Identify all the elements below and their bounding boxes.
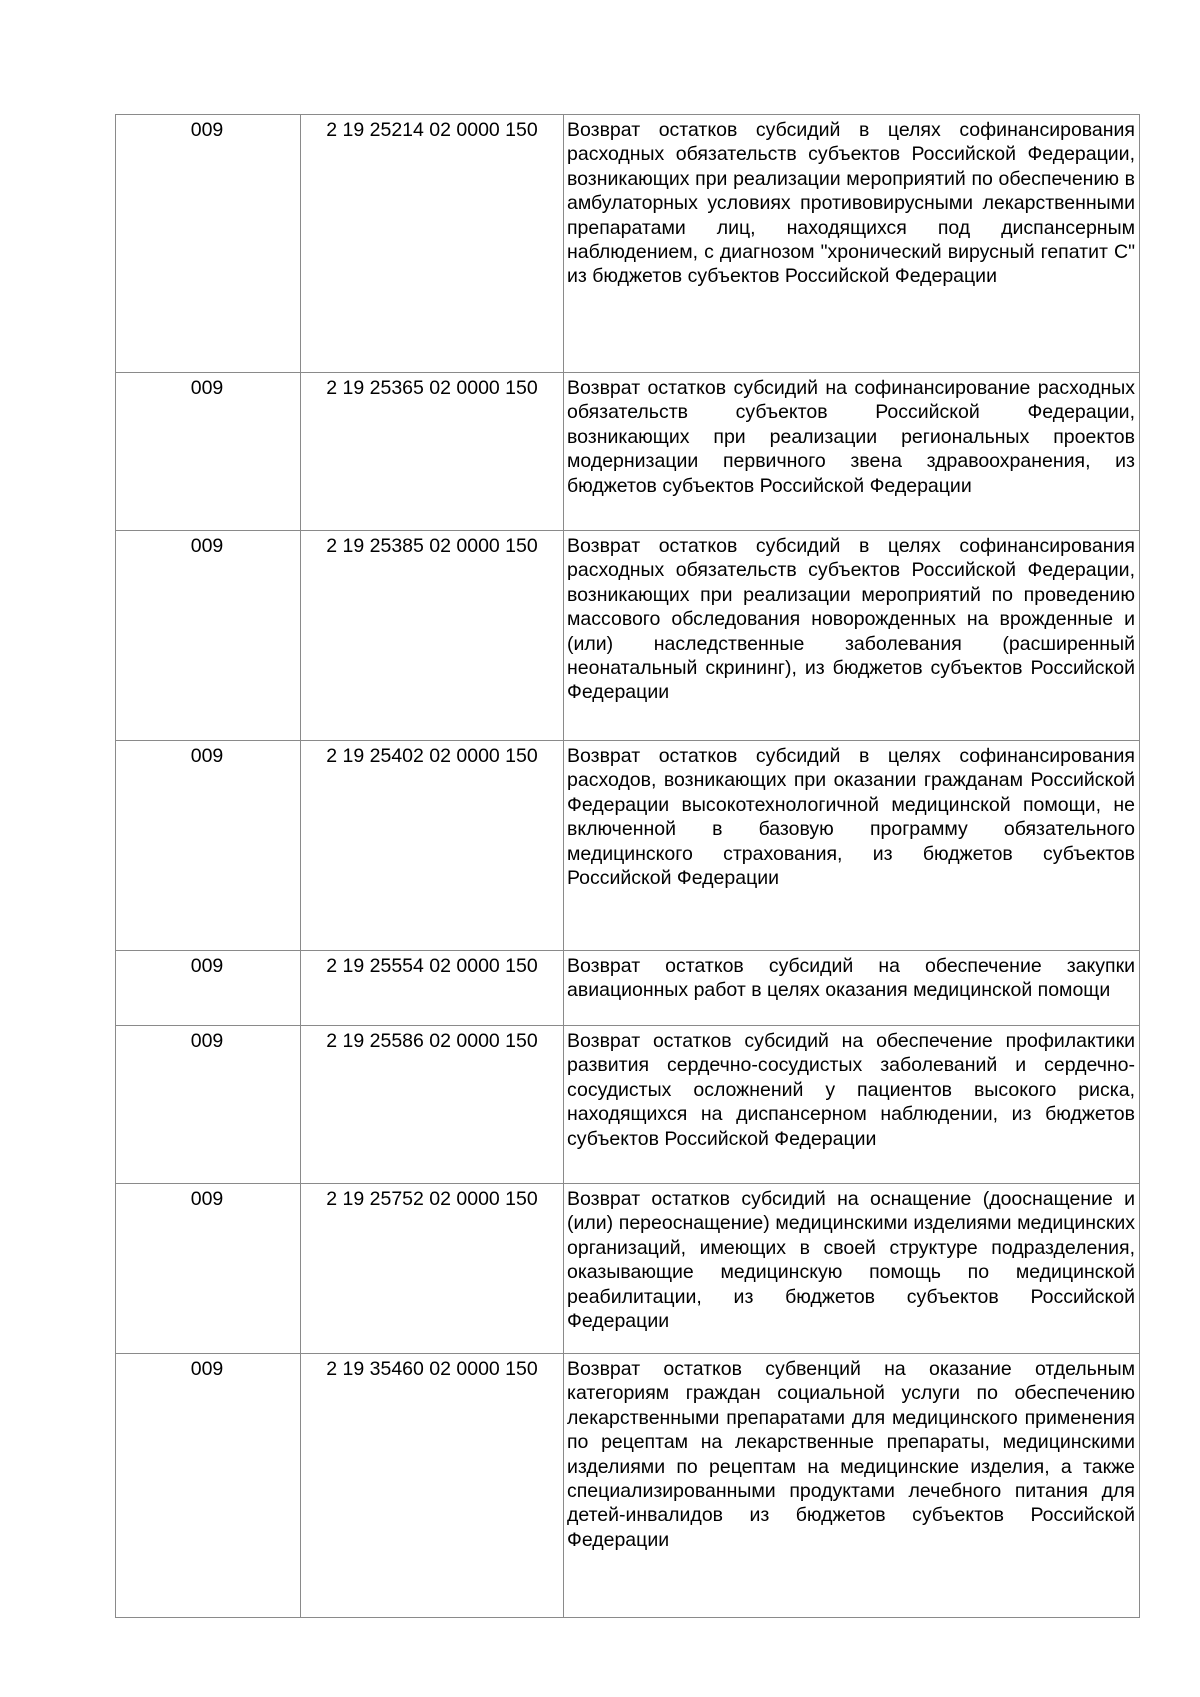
admin-code-cell: 009 — [116, 115, 301, 373]
table-row — [116, 741, 1140, 951]
admin-code-cell: 009 — [116, 531, 301, 741]
description-cell: Возврат остатков субсидий на оснащение (дооснащение и (или) переоснащение) медицинскими изделиями медицинских организаций, имеющих в своей структуре подразделения, оказывающие медицинскую помощь по медицинской реабилитации, из бюджетов субъектов Российской Федерации — [564, 1184, 1140, 1354]
budget-classification-table — [115, 114, 1140, 1618]
budget-code-cell: 2 19 35460 02 0000 150 — [301, 1354, 564, 1618]
budget-code-cell: 2 19 25365 02 0000 150 — [301, 373, 564, 531]
description-cell: Возврат остатков субвенций на оказание отдельным категориям граждан социальной услуги по обеспечению лекарственными препаратами для медицинского применения по рецептам на лекарственные препараты, медицинскими изделиями по рецептам на медицинские изделия, а также специализированными продуктами лечебного питания для детей-инвалидов из бюджетов субъектов Российской Федерации — [564, 1354, 1140, 1618]
table-row — [116, 1026, 1140, 1184]
table-row — [116, 1184, 1140, 1354]
admin-code-cell: 009 — [116, 951, 301, 1026]
description-cell: Возврат остатков субсидий в целях софинансирования расходных обязательств субъектов Российской Федерации, возникающих при реализации мероприятий по проведению массового обследования новорожденных на врожденные и (или) наследственные заболевания (расширенный неонатальный скрининг), из бюджетов субъектов Российской Федерации — [564, 531, 1140, 741]
budget-code-cell: 2 19 25752 02 0000 150 — [301, 1184, 564, 1354]
budget-code-cell: 2 19 25385 02 0000 150 — [301, 531, 564, 741]
table-row — [116, 1354, 1140, 1618]
description-cell: Возврат остатков субсидий в целях софинансирования расходных обязательств субъектов Российской Федерации, возникающих при реализации мероприятий по обеспечению в амбулаторных условиях противовирусными лекарственными препаратами лиц, находящихся под диспансерным наблюдением, с диагнозом "хронический вирусный гепатит С" из бюджетов субъектов Российской Федерации — [564, 115, 1140, 373]
admin-code-cell: 009 — [116, 1354, 301, 1618]
budget-code-cell: 2 19 25554 02 0000 150 — [301, 951, 564, 1026]
admin-code-cell: 009 — [116, 741, 301, 951]
budget-code-cell: 2 19 25402 02 0000 150 — [301, 741, 564, 951]
admin-code-cell: 009 — [116, 373, 301, 531]
admin-code-cell: 009 — [116, 1026, 301, 1184]
budget-code-cell: 2 19 25586 02 0000 150 — [301, 1026, 564, 1184]
table-row — [116, 951, 1140, 1026]
table-body — [116, 115, 1140, 1618]
description-cell: Возврат остатков субсидий на обеспечение закупки авиационных работ в целях оказания медицинской помощи — [564, 951, 1140, 1026]
admin-code-cell: 009 — [116, 1184, 301, 1354]
table-row — [116, 373, 1140, 531]
description-cell: Возврат остатков субсидий на обеспечение профилактики развития сердечно-сосудистых заболеваний и сердечно-сосудистых осложнений у пациентов высокого риска, находящихся на диспансерном наблюдении, из бюджетов субъектов Российской Федерации — [564, 1026, 1140, 1184]
description-cell: Возврат остатков субсидий на софинансирование расходных обязательств субъектов Российской Федерации, возникающих при реализации региональных проектов модернизации первичного звена здравоохранения, из бюджетов субъектов Российской Федерации — [564, 373, 1140, 531]
budget-code-cell: 2 19 25214 02 0000 150 — [301, 115, 564, 373]
table-row — [116, 115, 1140, 373]
description-cell: Возврат остатков субсидий в целях софинансирования расходов, возникающих при оказании гражданам Российской Федерации высокотехнологичной медицинской помощи, не включенной в базовую программу обязательного медицинского страхования, из бюджетов субъектов Российской Федерации — [564, 741, 1140, 951]
table-row — [116, 531, 1140, 741]
